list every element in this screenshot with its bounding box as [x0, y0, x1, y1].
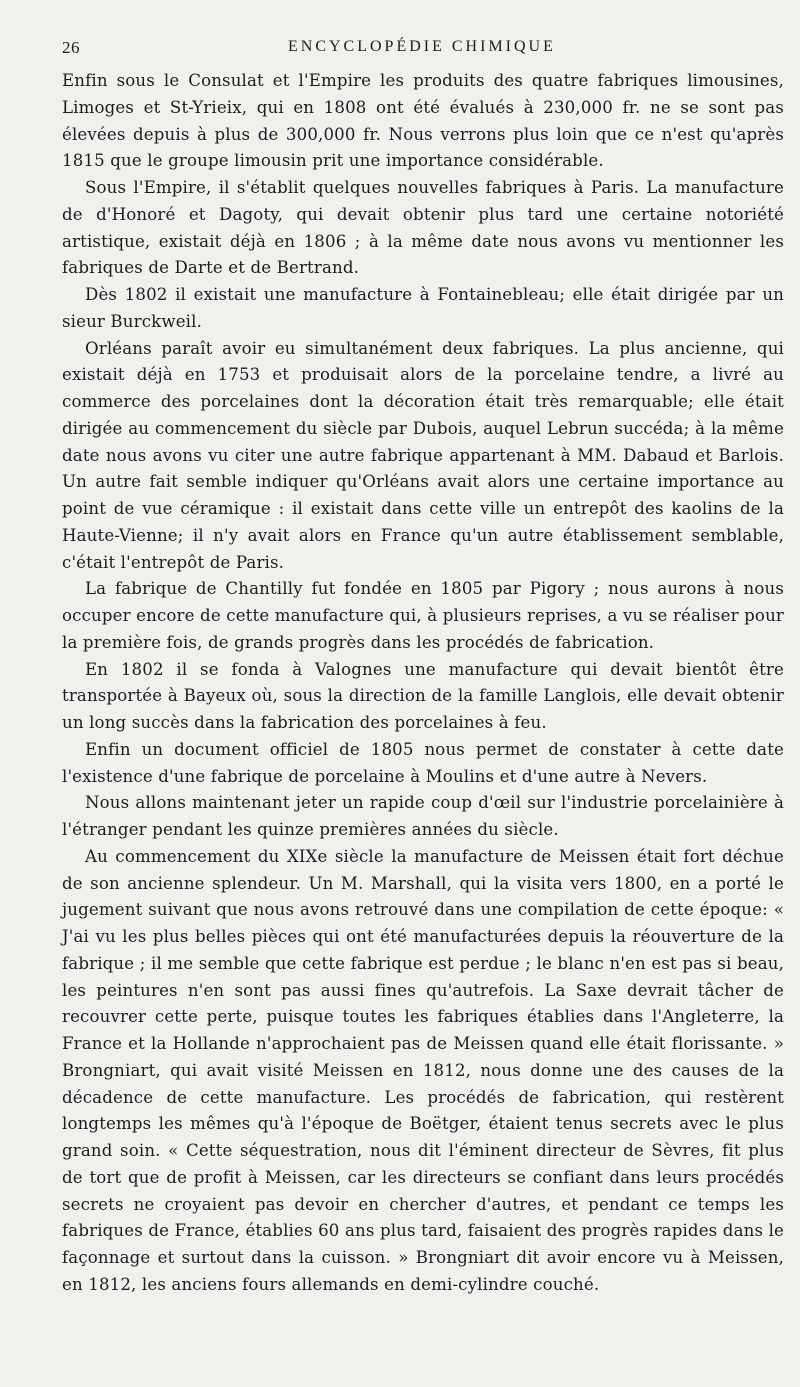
page-number: 26 [62, 38, 80, 57]
body-text [62, 68, 784, 1299]
paragraph: Au commencement du XIXe siècle la manufacture de Meissen était fort déchue de son ancienne splendeur. Un M. Marshall, qui la visita vers 1800, en a porté le jugement suivant que nous avons retrouvé dans une compilation de cette époque: « J'ai vu les plus belles pièces qui ont été manufacturées depuis la réouverture de la fabrique ; il me semble que cette fabrique est perdue ; le blanc n'en est pas si beau, les peintures n'en sont pas aussi fines qu'autrefois. La Saxe devrait tâcher de recouvrer cette perte, puisque toutes les fabriques établies dans l'Angleterre, la France et la Hollande n'approchaient pas de Meissen quand elle était florissante. » Brongniart, qui avait visité Meissen en 1812, nous donne une des causes de la décadence de cette manufacture. Les procédés de fabrication, qui restèrent longtemps les mêmes qu'à l'époque de Boëtger, étaient tenus secrets avec le plus grand soin. « Cette séquestration, nous dit l'éminent directeur de Sèvres, fit plus de tort que de profit à Meissen, car les directeurs se confiant dans leurs procédés secrets ne croyaient pas devoir en chercher d'autres, et pendant ce temps les fabriques de France, établies 60 ans plus tard, faisaient des progrès rapides dans le façonnage et surtout dans la cuisson. » Brongniart dit avoir encore vu à Meissen, en 1812, les anciens fours allemands en demi-cylindre couché. [62, 846, 784, 1294]
paragraph: Dès 1802 il existait une manufacture à Fontainebleau; elle était dirigée par un sieur Burckweil. [62, 285, 784, 331]
paragraph: Nous allons maintenant jeter un rapide coup d'œil sur l'industrie porcelainière à l'étranger pendant les quinze premières années du siècle. [62, 793, 784, 839]
paragraph: La fabrique de Chantilly fut fondée en 1805 par Pigory ; nous aurons à nous occuper encore de cette manufacture qui, à plusieurs reprises, a vu se réaliser pour la première fois, de grands progrès dans les procédés de fabrication. [62, 579, 784, 652]
paragraph: Enfin un document officiel de 1805 nous permet de constater à cette date l'existence d'une fabrique de porcelaine à Moulins et d'une autre à Nevers. [62, 739, 784, 786]
paragraph: Sous l'Empire, il s'établit quelques nouvelles fabriques à Paris. La manufacture de d'Honoré et Dagoty, qui devait obtenir plus tard une certaine notoriété artistique, existait déjà en 1806 ; à la même date nous avons vu mentionner les fabriques de Darte et de Bertrand. [62, 178, 784, 278]
running-title: ENCYCLOPÉDIE CHIMIQUE [288, 38, 556, 55]
paragraph: Enfin sous le Consulat et l'Empire les produits des quatre fabriques limousines, Limoges et St-Yrieix, qui en 1808 ont été évalués à 230,000 fr. ne se sont pas élevées depuis à plus de 300,000 fr. Nous verrons plus loin que ce n'est qu'après 1815 que le groupe limousin prit une importance considérable. [62, 71, 784, 171]
paragraph: Orléans paraît avoir eu simultanément deux fabriques. La plus ancienne, qui existait déjà en 1753 et produisait alors de la porcelaine tendre, a livré au commerce des porcelaines dont la décoration était très remarquable; elle était dirigée au commencement du siècle par Dubois, auquel Lebrun succéda; à la même date nous avons vu citer une autre fabrique appartenant à MM. Dabaud et Barlois. Un autre fait semble indiquer qu'Orléans avait alors une certaine importance au point de vue céramique : il existait dans cette ville un entrepôt des kaolins de la Haute-Vienne; il n'y avait alors en France qu'un autre établissement semblable, c'était l'entrepôt de Paris. [62, 338, 784, 572]
page-header [62, 30, 784, 58]
paragraph: En 1802 il se fonda à Valognes une manufacture qui devait bientôt être transportée à Bayeux où, sous la direction de la famille Langlois, elle devait obtenir un long succès dans la fabrication des porcelaines à feu. [62, 659, 784, 732]
